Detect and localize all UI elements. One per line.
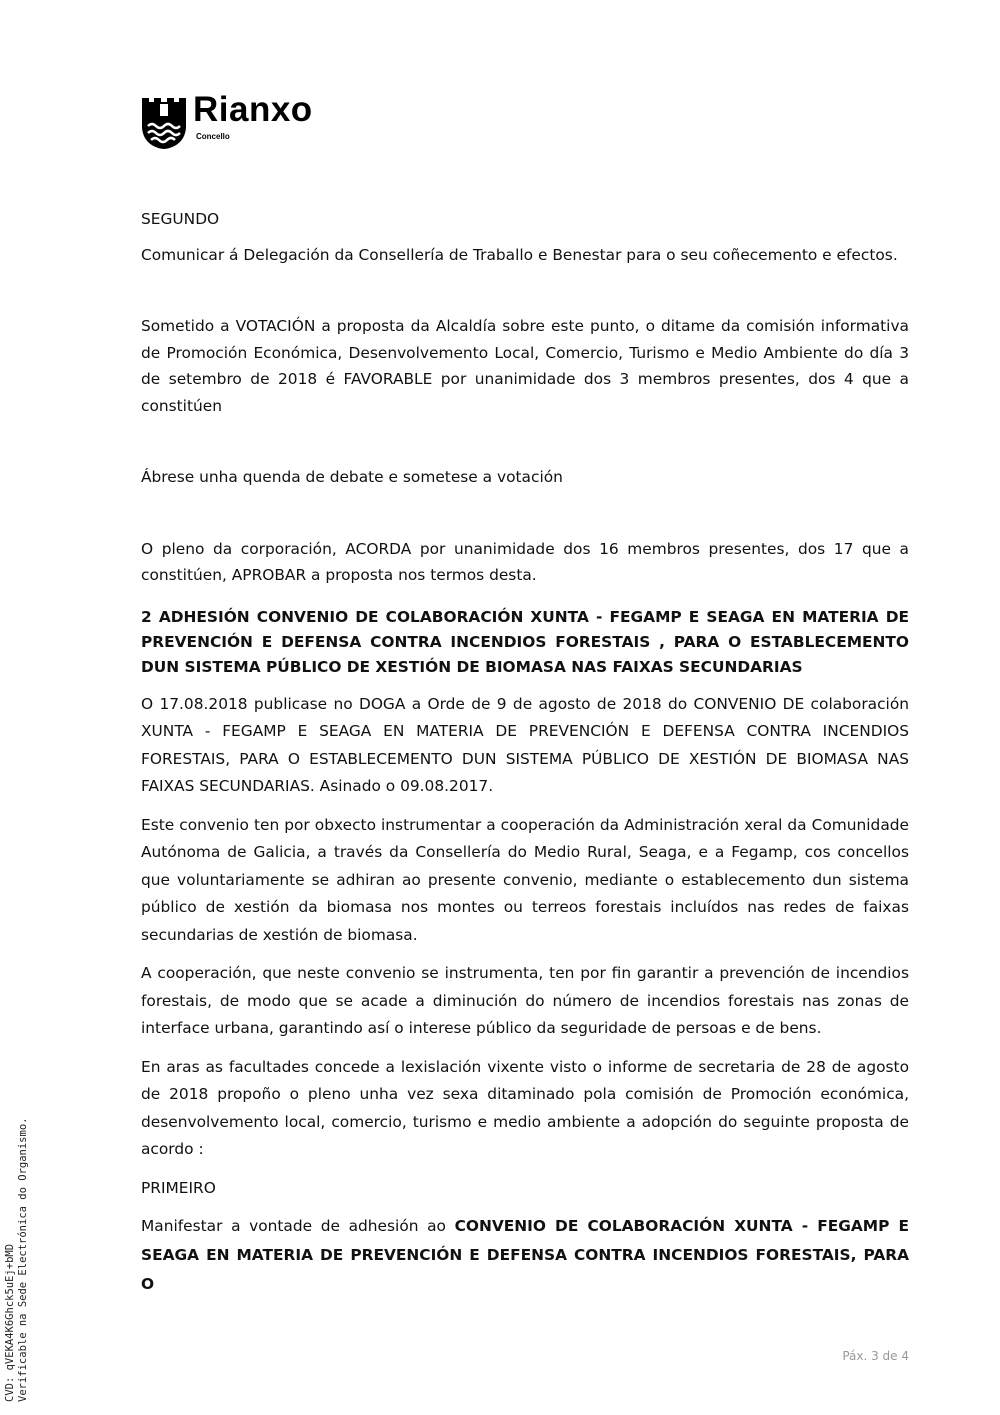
paragraph-cooperacion: A cooperación, que neste convenio se instrumenta, ten por fin garantir a prevención de incendios forestais, de modo que se acade a diminución do número de incendios forestais nas zonas de interface urbana, garantindo así o interese público da seguridade de persoas e de bens. xyxy=(141,964,909,1037)
section-label-primeiro: PRIMEIRO xyxy=(141,1178,216,1197)
paragraph-votacion: Sometido a VOTACIÓN a proposta da Alcaldía sobre este punto, o ditame da comisión informativa de Promoción Económica, Desenvolvemento Local, Comercio, Turismo e Medio Ambiente do día 3 de setembro de 2018 é FAVORABLE por unanimidade dos 3 membros presentes, dos 4 que a constitúen xyxy=(141,317,909,415)
manifestar-convenio-bold: CONVENIO DE COLABORACIÓN XUNTA - FEGAMP E SEAGA EN MATERIA DE PREVENCIÓN E DEFENSA CONTRA INCENDIOS FORESTAIS, PARA O xyxy=(141,1217,909,1293)
verification-code: CVD: qVEKA4K6Ghck5uEj+bMD xyxy=(4,1243,16,1402)
rianxo-logo xyxy=(141,90,361,150)
paragraph-obxecto: Este convenio ten por obxecto instrumentar a cooperación da Administración xeral da Comunidade Autónoma de Galicia, a través da Consellería do Medio Rural, Seaga, e a Fegamp, cos concellos que voluntariamente se adhiran ao presente convenio, mediante o establecemento dun sistema público de xestión da biomasa nos montes ou terreos forestais incluídos nas redes de faixas secundarias de xestión de biomasa. xyxy=(141,815,909,944)
verification-note: Verificable na Sede Electrónica do Organismo. xyxy=(17,1117,29,1402)
castle-shield-icon xyxy=(141,96,187,150)
paragraph-doga: O 17.08.2018 publicase no DOGA a Orde de 9 de agosto de 2018 do CONVENIO DE colaboración XUNTA - FEGAMP E SEAGA EN MATERIA DE PREVENCIÓN E DEFENSA CONTRA INCENDIOS FORESTAIS, PARA O ESTABLECEMENTO DUN SISTEMA PÚBLICO DE XESTIÓN DE BIOMASA NAS FAIXAS SECUNDARIAS. Asinado o 09.08.2017. xyxy=(141,694,909,795)
section-label-segundo: SEGUNDO xyxy=(141,210,220,228)
logo-name: Rianxo xyxy=(193,90,313,129)
paragraph-manifestar xyxy=(141,1212,909,1299)
section-heading: 2 ADHESIÓN CONVENIO DE COLABORACIÓN XUNTA - FEGAMP E SEAGA EN MATERIA DE PREVENCIÓN E DEFENSA CONTRA INCENDIOS FORESTAIS , PARA O ESTABLECEMENTO DUN SISTEMA PÚBLICO DE XESTIÓN DE BIOMASA NAS FAIXAS SECUNDARIAS xyxy=(141,607,909,676)
paragraph-debate: Ábrese unha quenda de debate e sometese a votación xyxy=(141,468,563,486)
paragraph-comunicar: Comunicar á Delegación da Consellería de Traballo e Benestar para o seu coñecemento e efectos. xyxy=(141,245,898,264)
document-body xyxy=(141,206,909,1299)
paragraph-facultades: En aras as facultades concede a lexislación vixente visto o informe de secretaria de 28 de agosto de 2018 propoño o pleno unha vez sexa ditaminado pola comisión de Promoción económica, desenvolvemento local, comercio, turismo e medio ambiente a adopción do seguinte proposta de acordo : xyxy=(141,1057,909,1158)
paragraph-acorda: O pleno da corporación, ACORDA por unanimidade dos 16 membros presentes, dos 17 que a constitúen, APROBAR a proposta nos termos desta. xyxy=(141,539,909,584)
manifestar-lead: Manifestar a vontade de adhesión ao xyxy=(141,1217,455,1235)
logo-subtitle: Concello xyxy=(196,132,230,141)
page-number: Páx. 3 de 4 xyxy=(842,1349,909,1363)
